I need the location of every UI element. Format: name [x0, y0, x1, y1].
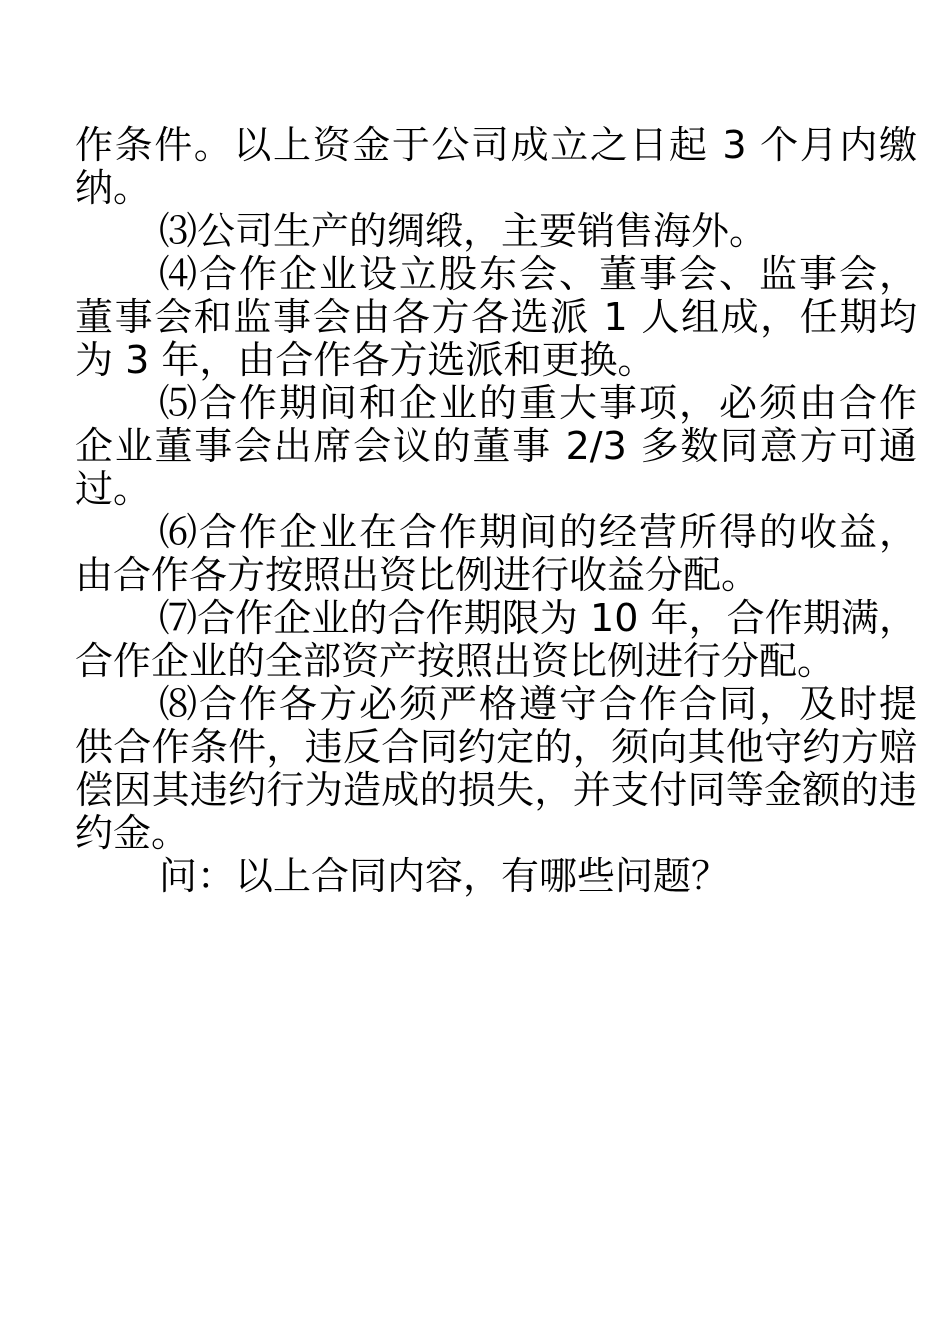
- paragraph-continuation: 作条件。以上资金于公司成立之日起 3 个月内缴纳。: [75, 123, 917, 210]
- paragraph-item-7: ⑺合作企业的合作期限为 10 年，合作期满，合作企业的全部资产按照出资比例进行分配。: [75, 596, 917, 683]
- paragraph-item-6: ⑹合作企业在合作期间的经营所得的收益，由合作各方按照出资比例进行收益分配。: [75, 510, 917, 597]
- paragraph-item-3: ⑶公司生产的绸缎，主要销售海外。: [159, 209, 768, 253]
- paragraph-item-4: ⑷合作企业设立股东会、董事会、监事会，董事会和监事会由各方各选派 1 人组成，任期均为 3 年，由合作各方选派和更换。: [75, 252, 917, 382]
- paragraph-item-8: ⑻合作各方必须严格遵守合作合同，及时提供合作条件，违反合同约定的，须向其他守约方赔偿因其违约行为造成的损失，并支付同等金额的违约金。: [75, 682, 917, 855]
- document-body: [75, 124, 917, 898]
- paragraph-item-5: ⑸合作期间和企业的重大事项，必须由合作企业董事会出席会议的董事 2/3 多数同意方可通过。: [75, 381, 917, 511]
- question-paragraph: 问：以上合同内容，有哪些问题？: [159, 854, 730, 898]
